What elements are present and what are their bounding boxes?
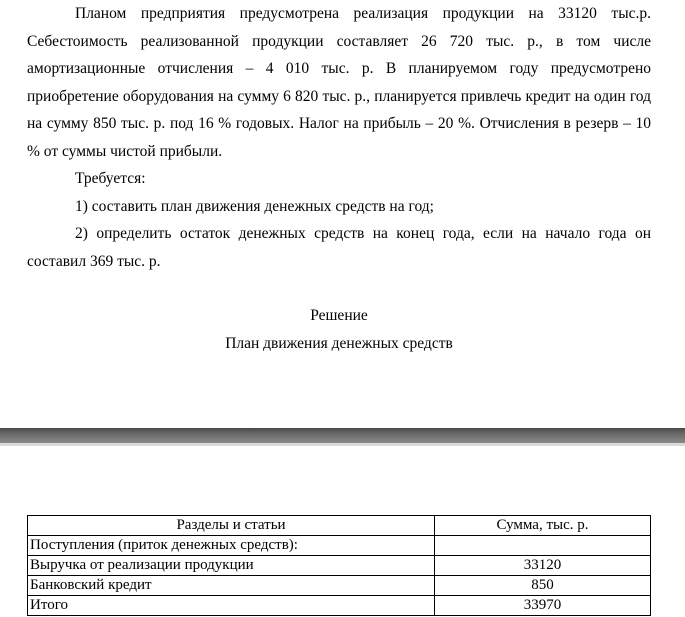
row-sum: 33120 (435, 556, 651, 576)
task-item-1: 1) составить план движения денежных средств на год; (75, 197, 434, 215)
table-row (28, 596, 651, 616)
row-item: Выручка от реализации продукции (28, 556, 435, 576)
header-sum: Сумма, тыс. р. (435, 516, 651, 536)
table-header-row (28, 516, 651, 536)
page-divider-shadow (0, 443, 685, 446)
required-label: Требуется: (75, 170, 146, 187)
problem-text (27, 0, 651, 357)
table-row (28, 556, 651, 576)
row-item: Поступления (приток денежных средств): (28, 536, 435, 556)
row-sum: 33970 (435, 596, 651, 616)
solution-heading: Решение (310, 307, 368, 324)
plan-subheading: План движения денежных средств (225, 334, 453, 352)
header-items: Разделы и статьи (28, 516, 435, 536)
row-item: Итого (28, 596, 435, 616)
task-item-2: 2) определить остаток денежных средств на конец года, если на начало года он составил 369 тыс. р. (27, 225, 651, 270)
page-divider (0, 428, 685, 443)
problem-paragraph: Планом предприятия предусмотрена реализация продукции на 33120 тыс.р. Себестоимость реализованной продукции составляет 26 720 тыс. р., в том числе амортизационные отчисления – 4 010 тыс. р. В планируемом году предусмотрено приобретение оборудования на сумму 6 820 тыс. р., планируется привлечь кредит на один год на сумму 850 тыс. р. под 16 % годовых. Налог на прибыль – 20 %. Отчисления в резерв – 10 % от суммы чистой прибыли. (27, 5, 651, 160)
table-row (28, 536, 651, 556)
row-item: Банковский кредит (28, 576, 435, 596)
row-sum: 850 (435, 576, 651, 596)
spacer (27, 275, 651, 302)
row-sum (435, 536, 651, 556)
table-row (28, 576, 651, 596)
cash-flow-table (27, 515, 651, 616)
